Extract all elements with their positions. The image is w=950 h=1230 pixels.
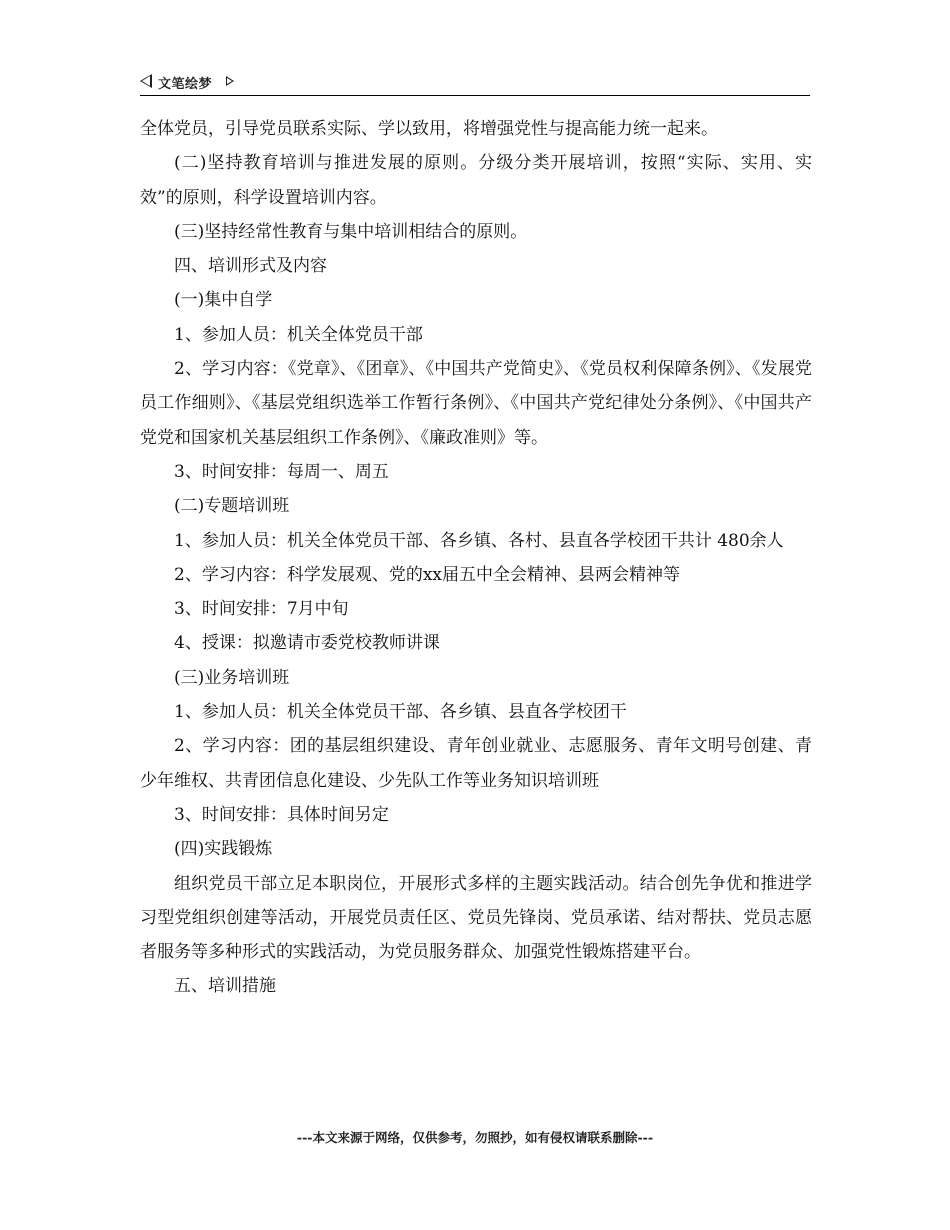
paragraph: 1、参加人员：机关全体党员干部、各乡镇、各村、县直各学校团干共计 480余人 (174, 530, 784, 551)
page-footer: ---本文来源于网络，仅供参考，勿照抄，如有侵权请联系删除--- (296, 1130, 654, 1145)
paragraph: 3、时间安排：每周一、周五 (174, 461, 389, 482)
paragraph: (二)坚持教育培训与推进发展的原则。分级分类开展培训，按照“实际、实用、实效”的原则，科学设置培训内容。 (140, 153, 812, 208)
subsection-heading: (三)业务培训班 (174, 667, 290, 688)
paragraph: 组织党员干部立足本职岗位，开展形式多样的主题实践活动。结合创先争优和推进学习型党组织创建等活动，开展党员责任区、党员先锋岗、党员承诺、结对帮扶、党员志愿者服务等多种形式的实践活动，为党员服务群众、加强党性锻炼搭建平台。 (140, 873, 812, 963)
page-header (140, 72, 810, 96)
right-triangle-icon (226, 76, 234, 86)
paragraph: 2、学习内容：科学发展观、党的xx届五中全会精神、县两会精神等 (174, 564, 680, 585)
paragraph: 1、参加人员：机关全体党员干部 (174, 324, 423, 345)
paragraph: 2、学习内容：《党章》、《团章》、《中国共产党简史》、《党员权利保障条例》、《发展党员工作细则》、《基层党组织选举工作暂行条例》、《中国共产党纪律处分条例》、《中国共产党党和国家机关基层组织工作条例》、《廉政准则》等。 (140, 359, 812, 448)
subsection-heading: (一)集中自学 (174, 290, 273, 311)
paragraph: 3、时间安排：7月中旬 (174, 599, 349, 620)
subsection-heading: (二)专题培训班 (174, 496, 290, 517)
paragraph: 4、授课：拟邀请市委党校教师讲课 (174, 633, 440, 654)
paragraph: 1、参加人员：机关全体党员干部、各乡镇、县直各学校团干 (174, 702, 627, 723)
document-body (140, 112, 812, 1004)
paragraph: (三)坚持经常性教育与集中培训相结合的原则。 (174, 221, 528, 242)
paragraph: 全体党员，引导党员联系实际、学以致用，将增强党性与提高能力统一起来。 (140, 119, 718, 139)
header-title: 文笔绘梦 (158, 77, 213, 92)
subsection-heading: (四)实践锻炼 (174, 839, 273, 860)
section-heading: 五、培训措施 (174, 976, 276, 997)
section-heading: 四、培训形式及内容 (174, 256, 327, 277)
paragraph: 3、时间安排：具体时间另定 (174, 804, 389, 825)
left-triangle-icon (140, 74, 152, 88)
paragraph: 2、学习内容：团的基层组织建设、青年创业就业、志愿服务、青年文明号创建、青少年维权、共青团信息化建设、少先队工作等业务知识培训班 (140, 736, 812, 791)
